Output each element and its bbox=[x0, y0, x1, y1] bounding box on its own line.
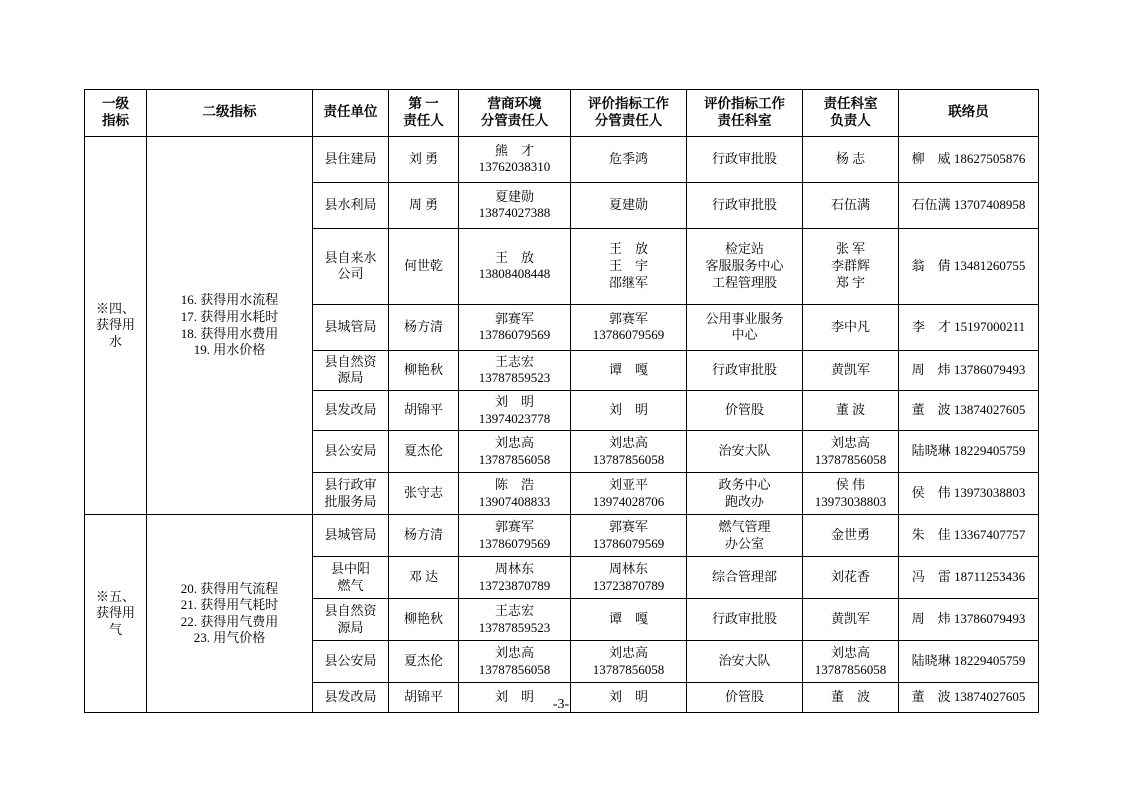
cell-line: 夏建勋 bbox=[608, 196, 648, 212]
responsible-unit-cell bbox=[313, 304, 389, 350]
liaison-cell bbox=[899, 515, 1039, 557]
primary-indicator-line: 获得用 bbox=[95, 317, 135, 333]
cell-line: 刘亚平 bbox=[608, 477, 648, 493]
responsible-unit-cell bbox=[313, 515, 389, 557]
cell-line: 治安大队 bbox=[718, 653, 771, 669]
cell-line: 王 放 bbox=[608, 241, 648, 257]
page-number: -3- bbox=[552, 697, 570, 712]
business-env-person-cell bbox=[459, 228, 571, 304]
cell-line: 柳艳秋 bbox=[403, 362, 443, 378]
cell-line: 源局 bbox=[337, 370, 364, 386]
cell-line: 杨方清 bbox=[403, 318, 443, 334]
cell-line: 价管股 bbox=[724, 402, 764, 418]
dept-head-cell bbox=[803, 304, 899, 350]
responsible-unit-cell bbox=[313, 431, 389, 473]
cell-line: 政务中心 bbox=[718, 477, 771, 493]
dept-head-cell bbox=[803, 136, 899, 182]
cell-line: 柳 威 18627505876 bbox=[911, 150, 1026, 166]
cell-line: 13787856058 bbox=[592, 451, 665, 467]
eval-indicator-person-cell bbox=[571, 557, 687, 599]
cell-line: 13787856058 bbox=[478, 661, 551, 677]
cell-line: 陆晓琳 18229405759 bbox=[911, 653, 1026, 669]
cell-line: 县自来水 bbox=[324, 249, 377, 265]
cell-line: 朱 佳 13367407757 bbox=[911, 527, 1026, 543]
cell-line: 燃气 bbox=[337, 577, 364, 593]
cell-line: 公用事业服务 bbox=[705, 310, 784, 326]
cell-line: 周 勇 bbox=[408, 196, 439, 212]
dept-head-cell bbox=[803, 515, 899, 557]
first-responsible-person-cell bbox=[389, 228, 459, 304]
first-responsible-person-cell bbox=[389, 557, 459, 599]
business-env-person-cell bbox=[459, 304, 571, 350]
cell-line: 中心 bbox=[731, 327, 758, 343]
secondary-indicator-cell bbox=[147, 515, 313, 713]
secondary-indicator-item: 20. 获得用气流程 bbox=[180, 580, 279, 596]
cell-line: 谭 嘎 bbox=[608, 362, 648, 378]
cell-line: 燃气管理 bbox=[718, 519, 771, 535]
secondary-indicator-item: 23. 用气价格 bbox=[193, 630, 266, 646]
eval-indicator-person-cell bbox=[571, 391, 687, 431]
responsibility-table-wrapper bbox=[84, 89, 1038, 713]
cell-line: 李 才 15197000211 bbox=[911, 318, 1026, 334]
primary-indicator-line: ※五、 bbox=[95, 588, 135, 604]
primary-indicator-cell bbox=[85, 136, 147, 515]
cell-line: 行政审批股 bbox=[711, 611, 777, 627]
cell-line: 刘 明 bbox=[608, 402, 648, 418]
responsible-unit-cell bbox=[313, 228, 389, 304]
cell-line: 行政审批股 bbox=[711, 362, 777, 378]
liaison-cell bbox=[899, 391, 1039, 431]
cell-line: 刘忠高 bbox=[494, 645, 534, 661]
eval-indicator-dept-cell bbox=[687, 350, 803, 390]
secondary-indicator-cell bbox=[147, 136, 313, 515]
cell-line: 13786079569 bbox=[478, 535, 551, 551]
cell-line: 王志宏 bbox=[494, 603, 534, 619]
cell-line: 13787856058 bbox=[478, 451, 551, 467]
cell-line: 13786079569 bbox=[478, 327, 551, 343]
business-env-person-cell bbox=[459, 182, 571, 228]
cell-line: 王志宏 bbox=[494, 353, 534, 369]
cell-line: 石伍满 bbox=[830, 196, 870, 212]
header-primary-indicator bbox=[85, 90, 147, 137]
cell-line: 王 宇 bbox=[608, 257, 648, 273]
business-env-person-cell bbox=[459, 431, 571, 473]
cell-line: 13723870789 bbox=[592, 577, 665, 593]
header-line: 一级 bbox=[102, 96, 129, 111]
business-env-person-cell bbox=[459, 473, 571, 515]
eval-indicator-dept-cell bbox=[687, 228, 803, 304]
header-line: 二级指标 bbox=[202, 104, 257, 120]
cell-line: 县中阳 bbox=[330, 561, 370, 577]
dept-head-cell bbox=[803, 182, 899, 228]
eval-indicator-person-cell bbox=[571, 599, 687, 641]
cell-line: 刘忠高 bbox=[608, 435, 648, 451]
responsible-unit-cell bbox=[313, 350, 389, 390]
cell-line: 县自然资 bbox=[324, 353, 377, 369]
primary-indicator-line: 水 bbox=[108, 333, 122, 349]
cell-line: 王 放 bbox=[494, 249, 534, 265]
responsible-unit-cell bbox=[313, 182, 389, 228]
eval-indicator-dept-cell bbox=[687, 515, 803, 557]
cell-line: 刘花香 bbox=[830, 569, 870, 585]
first-responsible-person-cell bbox=[389, 473, 459, 515]
cell-line: 县发改局 bbox=[324, 402, 377, 418]
eval-indicator-person-cell bbox=[571, 304, 687, 350]
eval-indicator-dept-cell bbox=[687, 473, 803, 515]
cell-line: 13723870789 bbox=[478, 577, 551, 593]
cell-line: 刘 明 bbox=[494, 394, 534, 409]
header-eval-indicator-person bbox=[571, 90, 687, 137]
cell-line: 县发改局 bbox=[324, 689, 377, 705]
secondary-indicator-item: 17. 获得用水耗时 bbox=[180, 308, 279, 324]
cell-line: 李群辉 bbox=[830, 257, 870, 273]
eval-indicator-dept-cell bbox=[687, 136, 803, 182]
table-row bbox=[85, 136, 1039, 182]
cell-line: 刘 明 bbox=[494, 689, 534, 705]
cell-line: 13973038803 bbox=[814, 493, 887, 509]
eval-indicator-person-cell bbox=[571, 228, 687, 304]
liaison-cell bbox=[899, 599, 1039, 641]
cell-line: 刘忠高 bbox=[830, 645, 870, 661]
header-line: 评价指标工作 bbox=[588, 96, 669, 111]
table-row bbox=[85, 515, 1039, 557]
eval-indicator-person-cell bbox=[571, 350, 687, 390]
cell-line: 公司 bbox=[337, 266, 364, 282]
header-eval-indicator-dept bbox=[687, 90, 803, 137]
cell-line: 金世勇 bbox=[830, 527, 870, 543]
business-env-person-cell bbox=[459, 391, 571, 431]
cell-line: 源局 bbox=[337, 619, 364, 635]
responsible-unit-cell bbox=[313, 473, 389, 515]
first-responsible-person-cell bbox=[389, 391, 459, 431]
cell-line: 郭赛军 bbox=[608, 519, 648, 535]
liaison-cell bbox=[899, 641, 1039, 683]
page-footer bbox=[0, 697, 1122, 713]
cell-line: 13786079569 bbox=[592, 327, 665, 343]
dept-head-cell bbox=[803, 391, 899, 431]
cell-line: 行政审批股 bbox=[711, 196, 777, 212]
cell-line: 刘忠高 bbox=[830, 435, 870, 451]
cell-line: 张 军 bbox=[835, 241, 866, 257]
cell-line: 行政审批股 bbox=[711, 150, 777, 166]
header-line: 分管责任人 bbox=[480, 112, 549, 128]
header-line: 指标 bbox=[102, 112, 129, 128]
header-responsible-unit bbox=[313, 90, 389, 137]
dept-head-cell bbox=[803, 557, 899, 599]
header-line: 联络员 bbox=[948, 104, 989, 120]
secondary-indicator-item: 22. 获得用气费用 bbox=[180, 613, 279, 629]
header-dept-head bbox=[803, 90, 899, 137]
cell-line: 13787856058 bbox=[592, 661, 665, 677]
cell-line: 13787859523 bbox=[478, 370, 551, 386]
primary-indicator-line: 获得用 bbox=[95, 605, 135, 621]
cell-line: 夏杰伦 bbox=[403, 653, 443, 669]
secondary-indicator-item: 21. 获得用气耗时 bbox=[180, 597, 279, 613]
header-line: 责任科室 bbox=[823, 96, 878, 111]
cell-line: 杨 志 bbox=[835, 150, 866, 166]
cell-line: 批服务局 bbox=[324, 493, 377, 509]
cell-line: 黄凯军 bbox=[830, 362, 870, 378]
eval-indicator-dept-cell bbox=[687, 304, 803, 350]
header-line: 负责人 bbox=[830, 112, 871, 128]
eval-indicator-person-cell bbox=[571, 136, 687, 182]
cell-line: 陆晓琳 18229405759 bbox=[911, 443, 1026, 459]
eval-indicator-person-cell bbox=[571, 473, 687, 515]
header-line: 责任单位 bbox=[323, 104, 378, 120]
cell-line: 县住建局 bbox=[324, 150, 377, 166]
header-line: 营商环境 bbox=[487, 96, 542, 111]
business-env-person-cell bbox=[459, 515, 571, 557]
first-responsible-person-cell bbox=[389, 304, 459, 350]
cell-line: 李中凡 bbox=[830, 318, 870, 334]
cell-line: 张守志 bbox=[403, 485, 443, 501]
eval-indicator-dept-cell bbox=[687, 391, 803, 431]
primary-indicator-line: 气 bbox=[108, 622, 122, 638]
responsible-unit-cell bbox=[313, 641, 389, 683]
cell-line: 夏杰伦 bbox=[403, 443, 443, 459]
eval-indicator-dept-cell bbox=[687, 431, 803, 473]
responsible-unit-cell bbox=[313, 136, 389, 182]
cell-line: 13974023778 bbox=[478, 410, 551, 426]
dept-head-cell bbox=[803, 641, 899, 683]
cell-line: 夏建勋 bbox=[494, 188, 534, 204]
liaison-cell bbox=[899, 304, 1039, 350]
eval-indicator-dept-cell bbox=[687, 182, 803, 228]
header-line: 责任人 bbox=[403, 112, 444, 128]
dept-head-cell bbox=[803, 228, 899, 304]
cell-line: 13787856058 bbox=[814, 451, 887, 467]
cell-line: 郭赛军 bbox=[494, 310, 534, 326]
cell-line: 陈 浩 bbox=[494, 477, 534, 493]
table-header-row bbox=[85, 90, 1039, 137]
cell-line: 周林东 bbox=[608, 561, 648, 577]
cell-line: 县行政审 bbox=[324, 477, 377, 493]
cell-line: 13787859523 bbox=[478, 619, 551, 635]
dept-head-cell bbox=[803, 350, 899, 390]
header-line: 分管责任人 bbox=[594, 112, 663, 128]
first-responsible-person-cell bbox=[389, 431, 459, 473]
cell-line: 董 波 bbox=[835, 402, 866, 418]
cell-line: 胡锦平 bbox=[403, 689, 443, 705]
cell-line: 侯 伟 13973038803 bbox=[911, 485, 1026, 501]
cell-line: 周 炜 13786079493 bbox=[911, 611, 1026, 627]
first-responsible-person-cell bbox=[389, 182, 459, 228]
cell-line: 13787856058 bbox=[814, 661, 887, 677]
cell-line: 综合管理部 bbox=[711, 569, 777, 585]
eval-indicator-dept-cell bbox=[687, 557, 803, 599]
cell-line: 邓 达 bbox=[408, 569, 439, 585]
eval-indicator-person-cell bbox=[571, 515, 687, 557]
cell-line: 侯 伟 bbox=[835, 477, 866, 493]
responsible-unit-cell bbox=[313, 391, 389, 431]
cell-line: 刘 明 bbox=[608, 689, 648, 705]
cell-line: 工程管理股 bbox=[711, 274, 777, 290]
primary-indicator-cell bbox=[85, 515, 147, 713]
cell-line: 刘忠高 bbox=[494, 435, 534, 451]
liaison-cell bbox=[899, 136, 1039, 182]
eval-indicator-person-cell bbox=[571, 641, 687, 683]
cell-line: 何世乾 bbox=[403, 257, 443, 273]
cell-line: 邵继军 bbox=[608, 274, 648, 290]
cell-line: 13874027388 bbox=[478, 205, 551, 221]
primary-indicator-line: ※四、 bbox=[95, 300, 135, 316]
business-env-person-cell bbox=[459, 641, 571, 683]
cell-line: 办公室 bbox=[724, 535, 764, 551]
cell-line: 黄凯军 bbox=[830, 611, 870, 627]
first-responsible-person-cell bbox=[389, 136, 459, 182]
cell-line: 县公安局 bbox=[324, 443, 377, 459]
header-secondary-indicator bbox=[147, 90, 313, 137]
cell-line: 13974028706 bbox=[592, 493, 665, 509]
cell-line: 危季鸿 bbox=[608, 150, 648, 166]
business-env-person-cell bbox=[459, 599, 571, 641]
cell-line: 柳艳秋 bbox=[403, 611, 443, 627]
cell-line: 检定站 bbox=[724, 241, 764, 257]
table-body bbox=[85, 136, 1039, 713]
cell-line: 价管股 bbox=[724, 689, 764, 705]
cell-line: 石伍满 13707408958 bbox=[911, 196, 1026, 212]
cell-line: 跑改办 bbox=[724, 493, 764, 509]
eval-indicator-person-cell bbox=[571, 431, 687, 473]
cell-line: 县城管局 bbox=[324, 527, 377, 543]
cell-line: 郑 宇 bbox=[835, 274, 866, 290]
first-responsible-person-cell bbox=[389, 599, 459, 641]
secondary-indicator-item: 18. 获得用水费用 bbox=[180, 325, 279, 341]
cell-line: 治安大队 bbox=[718, 443, 771, 459]
cell-line: 冯 雷 18711253436 bbox=[911, 569, 1026, 585]
cell-line: 刘 勇 bbox=[408, 150, 439, 166]
eval-indicator-dept-cell bbox=[687, 599, 803, 641]
cell-line: 杨方清 bbox=[403, 527, 443, 543]
cell-line: 县自然资 bbox=[324, 603, 377, 619]
header-line: 责任科室 bbox=[717, 112, 772, 128]
responsible-unit-cell bbox=[313, 599, 389, 641]
header-line: 第 一 bbox=[408, 96, 439, 111]
cell-line: 13808408448 bbox=[478, 266, 551, 282]
cell-line: 刘忠高 bbox=[608, 645, 648, 661]
cell-line: 董 波 13874027605 bbox=[911, 402, 1026, 418]
first-responsible-person-cell bbox=[389, 641, 459, 683]
eval-indicator-dept-cell bbox=[687, 641, 803, 683]
dept-head-cell bbox=[803, 599, 899, 641]
dept-head-cell bbox=[803, 473, 899, 515]
cell-line: 谭 嘎 bbox=[608, 611, 648, 627]
liaison-cell bbox=[899, 228, 1039, 304]
liaison-cell bbox=[899, 182, 1039, 228]
cell-line: 郭赛军 bbox=[494, 519, 534, 535]
business-env-person-cell bbox=[459, 350, 571, 390]
header-business-env-person bbox=[459, 90, 571, 137]
cell-line: 县城管局 bbox=[324, 318, 377, 334]
cell-line: 县水利局 bbox=[324, 196, 377, 212]
liaison-cell bbox=[899, 473, 1039, 515]
liaison-cell bbox=[899, 431, 1039, 473]
dept-head-cell bbox=[803, 431, 899, 473]
business-env-person-cell bbox=[459, 557, 571, 599]
eval-indicator-person-cell bbox=[571, 182, 687, 228]
cell-line: 13907408833 bbox=[478, 493, 551, 509]
cell-line: 董 波 bbox=[830, 689, 870, 705]
liaison-cell bbox=[899, 350, 1039, 390]
cell-line: 县公安局 bbox=[324, 653, 377, 669]
first-responsible-person-cell bbox=[389, 350, 459, 390]
cell-line: 胡锦平 bbox=[403, 402, 443, 418]
header-line: 评价指标工作 bbox=[704, 96, 785, 111]
business-env-person-cell bbox=[459, 136, 571, 182]
cell-line: 周林东 bbox=[494, 561, 534, 577]
liaison-cell bbox=[899, 557, 1039, 599]
cell-line: 周 炜 13786079493 bbox=[911, 362, 1026, 378]
responsibility-table bbox=[84, 89, 1039, 713]
cell-line: 客服服务中心 bbox=[705, 257, 784, 273]
cell-line: 13762038310 bbox=[478, 159, 551, 175]
header-liaison bbox=[899, 90, 1039, 137]
cell-line: 董 波 13874027605 bbox=[911, 689, 1026, 705]
cell-line: 郭赛军 bbox=[608, 310, 648, 326]
cell-line: 熊 才 bbox=[494, 142, 534, 158]
header-first-responsible-person bbox=[389, 90, 459, 137]
cell-line: 13786079569 bbox=[592, 535, 665, 551]
responsible-unit-cell bbox=[313, 557, 389, 599]
first-responsible-person-cell bbox=[389, 515, 459, 557]
cell-line: 翁 倩 13481260755 bbox=[911, 257, 1026, 273]
secondary-indicator-item: 16. 获得用水流程 bbox=[180, 292, 279, 308]
secondary-indicator-item: 19. 用水价格 bbox=[193, 342, 266, 358]
